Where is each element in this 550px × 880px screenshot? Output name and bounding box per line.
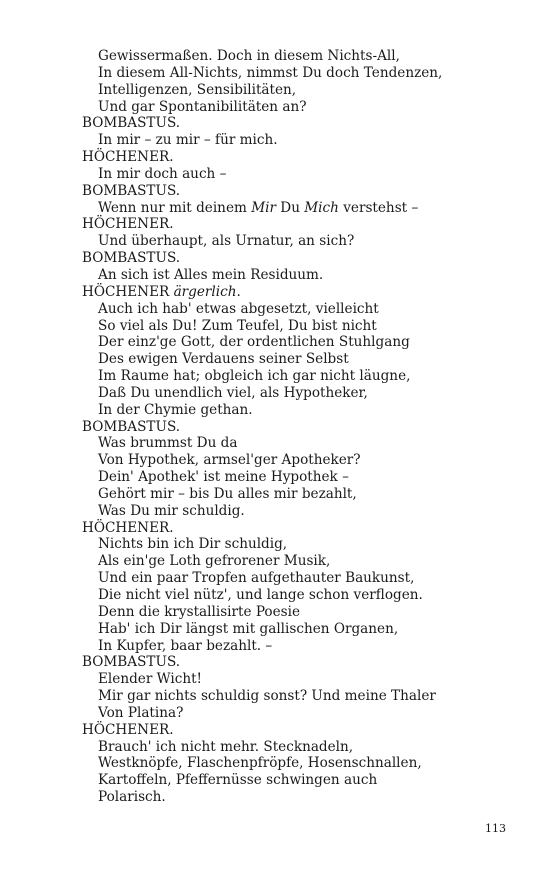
- speaker-name: [82, 216, 522, 233]
- verse-line: [82, 132, 522, 149]
- text-run: In Kupfer, baar bezahlt. –: [98, 637, 273, 654]
- verse-line: [82, 402, 522, 419]
- verse-line: [82, 301, 522, 318]
- text-run: Die nicht viel nütz', und lange schon verflogen.: [98, 587, 423, 603]
- text-run: Im Raume hat; obgleich ich gar nicht läugne,: [98, 368, 411, 385]
- text-run: Gewissermaßen. Doch in diesem Nichts-All,: [98, 48, 400, 64]
- text-run: Dein' Apothek' ist meine Hypothek –: [98, 469, 349, 486]
- text-run: HÖCHENER.: [82, 216, 174, 233]
- text-run: Brauch' ich nicht mehr. Stecknadeln,: [98, 738, 354, 755]
- verse-line: [82, 334, 522, 351]
- speaker-name: [82, 250, 522, 267]
- text-run: Denn die krystallisirte Poesie: [98, 603, 301, 620]
- italic-text: Mich: [304, 199, 339, 216]
- text-run: Polarisch.: [98, 789, 166, 806]
- text-run: Von Hypothek, armsel'ger Apotheker?: [98, 452, 361, 469]
- page-number: 113: [485, 822, 506, 835]
- text-run: Des ewigen Verdauens seiner Selbst: [98, 351, 349, 368]
- verse-line: [82, 570, 522, 587]
- speaker-name: [82, 284, 522, 301]
- verse-line: [82, 65, 522, 82]
- text-run: HÖCHENER.: [82, 721, 174, 738]
- speaker-name: [82, 419, 522, 436]
- verse-line: [82, 318, 522, 335]
- text-run: In mir – zu mir – für mich.: [98, 132, 278, 149]
- verse-line: [82, 755, 522, 772]
- text-run: HÖCHENER.: [82, 149, 174, 166]
- italic-text: ärgerlich: [173, 283, 237, 300]
- text-run: BOMBASTUS.: [82, 182, 181, 199]
- text-run: Wenn nur mit deinem: [98, 199, 252, 216]
- verse-line: [82, 452, 522, 469]
- text-run: Mir gar nichts schuldig sonst? Und meine Thaler: [98, 688, 436, 705]
- verse-line: [82, 621, 522, 638]
- verse-line: [82, 200, 522, 217]
- text-run: Als ein'ge Loth gefrorener Musik,: [98, 553, 331, 570]
- italic-text: Mir: [251, 199, 276, 216]
- verse-line: [82, 82, 522, 99]
- speaker-name: [82, 183, 522, 200]
- verse-line: [82, 739, 522, 756]
- speaker-name: [82, 722, 522, 739]
- text-run: Auch ich hab' etwas abgesetzt, vielleicht: [98, 300, 379, 317]
- verse-line: [82, 166, 522, 183]
- verse-line: [82, 688, 522, 705]
- verse-line: [82, 772, 522, 789]
- text-run: Intelligenzen, Sensibilitäten,: [98, 81, 297, 98]
- text-run: In mir doch auch –: [98, 165, 227, 182]
- text-run: Von Platina?: [98, 704, 184, 721]
- text-run: So viel als Du! Zum Teufel, Du bist nicht: [98, 317, 377, 334]
- text-run: verstehst –: [338, 199, 419, 216]
- text-run: In der Chymie gethan.: [98, 401, 253, 418]
- text-run: BOMBASTUS.: [82, 115, 181, 132]
- verse-line: [82, 486, 522, 503]
- text-run: Der einz'ge Gott, der ordentlichen Stuhlgang: [98, 334, 410, 351]
- verse-line: [82, 48, 522, 65]
- verse-line: [82, 789, 522, 806]
- dialogue-text: [82, 48, 522, 806]
- verse-line: [82, 536, 522, 553]
- speaker-name: [82, 520, 522, 537]
- verse-line: [82, 503, 522, 520]
- text-run: .: [236, 283, 241, 300]
- verse-line: [82, 553, 522, 570]
- text-run: Und überhaupt, als Urnatur, an sich?: [98, 233, 355, 250]
- text-run: An sich ist Alles mein Residuum.: [98, 266, 324, 283]
- verse-line: [82, 99, 522, 116]
- verse-line: [82, 638, 522, 655]
- text-run: BOMBASTUS.: [82, 654, 181, 671]
- verse-line: [82, 671, 522, 688]
- text-run: Was Du mir schuldig.: [98, 502, 245, 519]
- verse-line: [82, 267, 522, 284]
- text-run: Hab' ich Dir längst mit gallischen Organen,: [98, 620, 399, 637]
- verse-line: [82, 351, 522, 368]
- verse-line: [82, 705, 522, 722]
- verse-line: [82, 587, 522, 604]
- verse-line: [82, 368, 522, 385]
- text-run: Daß Du unendlich viel, als Hypotheker,: [98, 384, 368, 401]
- text-run: Kartoffeln, Pfeffernüsse schwingen auch: [98, 772, 378, 789]
- verse-line: [82, 469, 522, 486]
- speaker-name: [82, 654, 522, 671]
- verse-line: [82, 233, 522, 250]
- verse-line: [82, 604, 522, 621]
- text-run: Westknöpfe, Flaschenpfröpfe, Hosenschnallen,: [98, 755, 422, 772]
- speaker-name: [82, 115, 522, 132]
- speaker-name: [82, 149, 522, 166]
- text-run: Und gar Spontanibilitäten an?: [98, 98, 307, 115]
- text-run: Und ein paar Tropfen aufgethauter Baukunst,: [98, 570, 415, 587]
- text-run: Elender Wicht!: [98, 671, 203, 688]
- text-run: Gehört mir – bis Du alles mir bezahlt,: [98, 485, 357, 502]
- verse-line: [82, 435, 522, 452]
- verse-line: [82, 385, 522, 402]
- text-run: HÖCHENER.: [82, 519, 174, 536]
- text-run: BOMBASTUS.: [82, 250, 181, 267]
- text-run: HÖCHENER: [82, 283, 174, 300]
- text-run: Was brummst Du da: [98, 435, 238, 452]
- text-run: In diesem All-Nichts, nimmst Du doch Tendenzen,: [98, 64, 443, 81]
- text-run: Nichts bin ich Dir schuldig,: [98, 536, 288, 553]
- text-run: BOMBASTUS.: [82, 418, 181, 435]
- text-run: Du: [275, 199, 305, 216]
